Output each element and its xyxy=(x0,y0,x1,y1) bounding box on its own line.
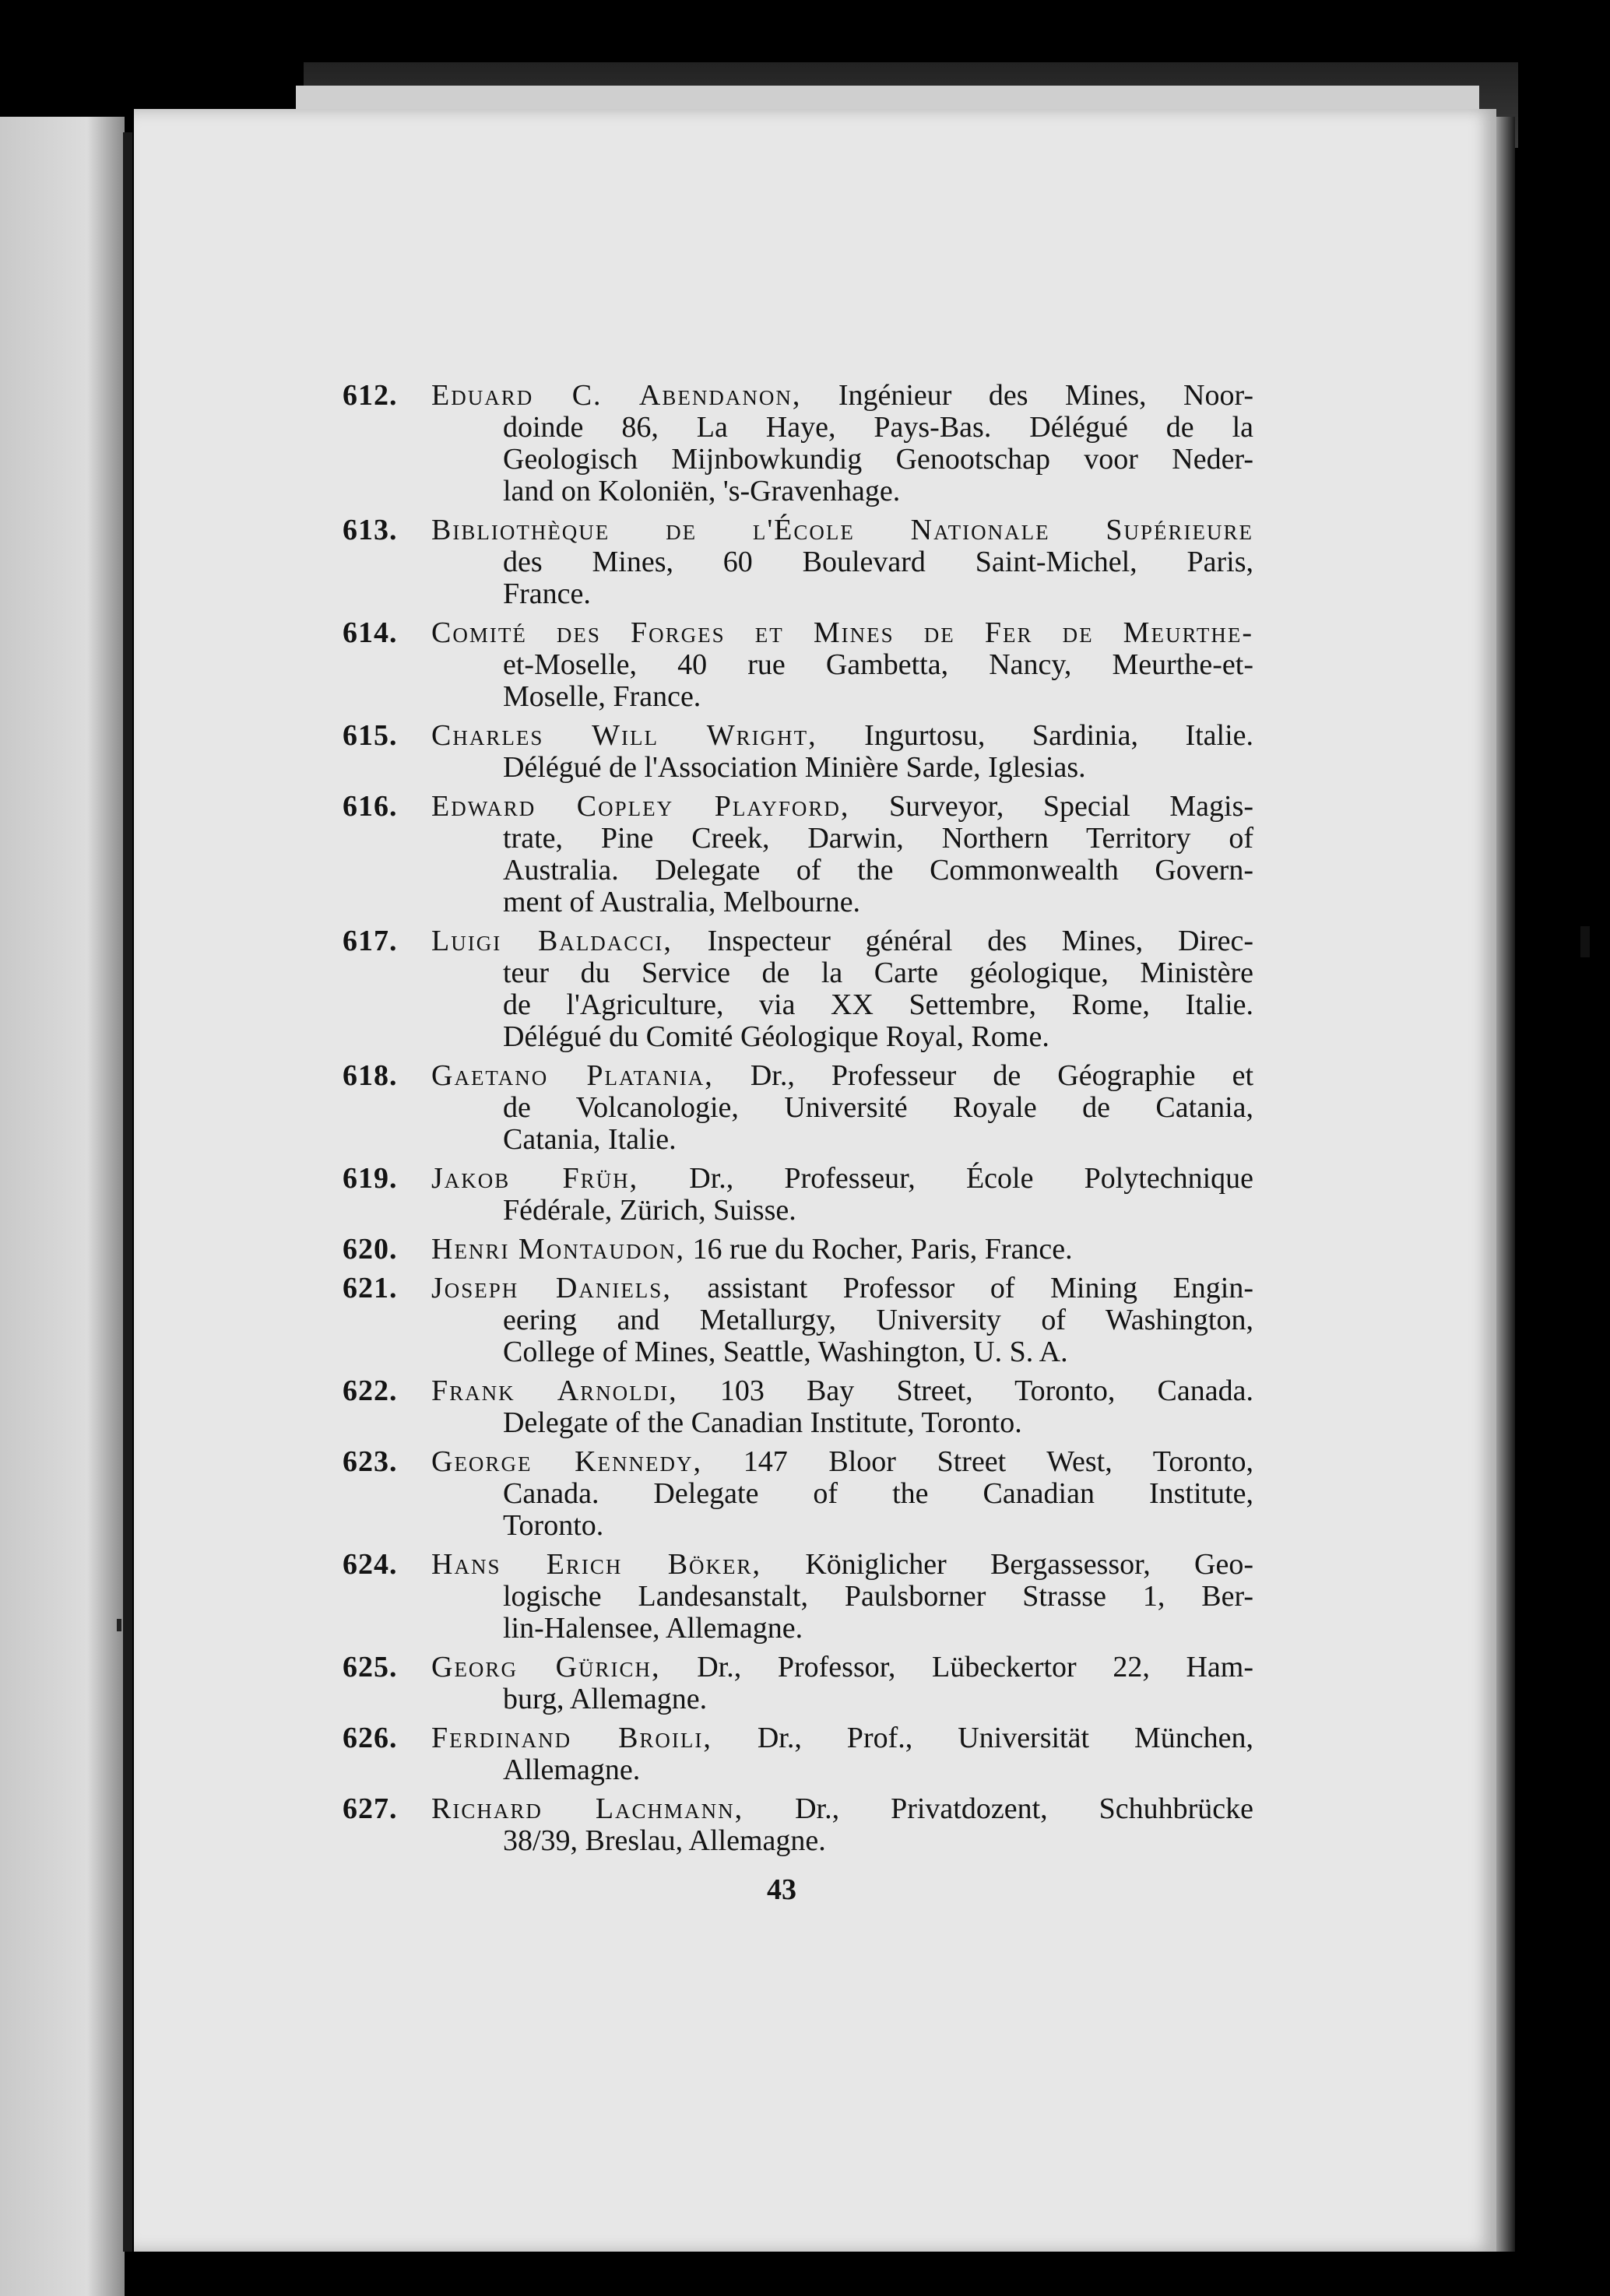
entry-line: trate, Pine Creek, Darwin, Northern Territory of xyxy=(503,822,1253,855)
entry-line: Geologisch Mijnbowkundig Genootschap voor Neder- xyxy=(503,443,1253,476)
entry-line xyxy=(431,1375,1253,1407)
left-page-edge xyxy=(0,117,125,2296)
entry-number: 622. xyxy=(343,1374,398,1407)
list-entry xyxy=(343,1652,1253,1715)
entry-body xyxy=(431,1722,1253,1786)
list-entry xyxy=(343,1446,1253,1542)
entry-text: 103 Bay Street, Toronto, Canada. xyxy=(719,1374,1253,1407)
entry-line: burg, Allemagne. xyxy=(503,1683,708,1715)
entry-body xyxy=(431,380,1253,507)
entry-line xyxy=(431,791,1253,823)
entry-text: Ingénieur des Mines, Noor- xyxy=(838,379,1254,412)
entry-number: 617. xyxy=(343,925,398,957)
entry-body xyxy=(431,617,1253,713)
list-entry xyxy=(343,1234,1253,1266)
entry-number: 624. xyxy=(343,1548,398,1581)
entry-name: George Kennedy, xyxy=(431,1445,703,1478)
entry-line: doinde 86, La Haye, Pays-Bas. Délégué de la xyxy=(503,411,1253,444)
entry-name: Luigi Baldacci, xyxy=(431,925,673,957)
page-number: 43 xyxy=(767,1873,796,1906)
entry-line: land on Koloniën, 's-Gravenhage. xyxy=(503,475,901,507)
entry-line: logische Landesanstalt, Paulsborner Strasse 1, Ber- xyxy=(503,1580,1253,1613)
entry-line xyxy=(431,1163,1253,1195)
entry-line xyxy=(431,1549,1253,1581)
entry-number: 623. xyxy=(343,1445,398,1478)
entry-name: Hans Erich Böker, xyxy=(431,1548,762,1581)
list-entry xyxy=(343,1375,1253,1439)
right-page-edge xyxy=(1496,117,1515,2252)
list-entry xyxy=(343,514,1253,610)
entry-text: Dr., Professeur, École Polytechnique xyxy=(689,1162,1254,1195)
list-entry xyxy=(343,720,1253,784)
entry-text: Surveyor, Special Magis- xyxy=(889,790,1254,823)
entry-text: 16 rue du Rocher, Paris, France. xyxy=(692,1233,1073,1266)
entry-name: Georg Gürich, xyxy=(431,1651,661,1683)
entry-number: 613. xyxy=(343,514,398,546)
entry-line: Canada. Delegate of the Canadian Institute, xyxy=(503,1477,1253,1510)
entry-name: Joseph Daniels, xyxy=(431,1272,672,1304)
entry-line xyxy=(431,1722,1253,1754)
entry-number: 616. xyxy=(343,790,398,823)
entry-body xyxy=(431,925,1253,1053)
entry-text: Dr., Professor, Lübeckertor 22, Ham- xyxy=(697,1651,1254,1683)
entry-line: Délégué du Comité Géologique Royal, Rome. xyxy=(503,1020,1049,1053)
entry-text: assistant Professor of Mining Engin- xyxy=(707,1272,1253,1304)
entry-line: lin-Halensee, Allemagne. xyxy=(503,1612,803,1645)
entry-body xyxy=(431,720,1253,784)
entry-number: 618. xyxy=(343,1059,398,1092)
entry-number: 615. xyxy=(343,719,398,752)
entry-number: 619. xyxy=(343,1162,398,1195)
entry-text: 147 Bloor Street West, Toronto, xyxy=(743,1445,1253,1478)
entry-body xyxy=(431,1273,1253,1368)
entry-number: 625. xyxy=(343,1651,398,1683)
entry-body xyxy=(431,1234,1253,1266)
entry-line xyxy=(431,1060,1253,1092)
entry-body xyxy=(431,1549,1253,1645)
entry-line xyxy=(431,514,1253,546)
list-entry xyxy=(343,1793,1253,1857)
list-entry xyxy=(343,1722,1253,1786)
entry-line: Moselle, France. xyxy=(503,680,701,713)
scan-artifact xyxy=(1580,926,1590,957)
entry-line: Australia. Delegate of the Commonwealth Govern- xyxy=(503,854,1253,886)
entry-line xyxy=(431,380,1253,412)
list-entry xyxy=(343,617,1253,713)
entry-body xyxy=(431,791,1253,918)
entry-line: de l'Agriculture, via XX Settembre, Rome, Italie. xyxy=(503,988,1253,1021)
membership-list xyxy=(343,380,1253,1864)
entry-text: Ingurtosu, Sardinia, Italie. xyxy=(864,719,1254,752)
entry-number: 627. xyxy=(343,1792,398,1825)
entry-line: Delegate of the Canadian Institute, Toronto. xyxy=(503,1406,1022,1439)
entry-line: Allemagne. xyxy=(503,1754,641,1786)
entry-body xyxy=(431,1375,1253,1439)
entry-line: 38/39, Breslau, Allemagne. xyxy=(503,1824,826,1857)
entry-body xyxy=(431,1446,1253,1542)
entry-text: Inspecteur général des Mines, Direc- xyxy=(707,925,1253,957)
entry-line: teur du Service de la Carte géologique, Ministère xyxy=(503,957,1253,989)
entry-body xyxy=(431,1163,1253,1227)
entry-line: et-Moselle, 40 rue Gambetta, Nancy, Meurthe-et- xyxy=(503,648,1253,681)
entry-line xyxy=(431,1446,1253,1478)
entry-body xyxy=(431,1793,1253,1857)
entry-line: Catania, Italie. xyxy=(503,1123,677,1156)
entry-text: Dr., Prof., Universität München, xyxy=(757,1722,1254,1754)
entry-name: Eduard C. Abendanon, xyxy=(431,379,802,412)
entry-line: eering and Metallurgy, University of Washington, xyxy=(503,1304,1253,1336)
entry-name: Bibliothèque de l'École Nationale Supérieure xyxy=(431,514,1253,546)
entry-body xyxy=(431,1652,1253,1715)
entry-body xyxy=(431,1060,1253,1156)
entry-line xyxy=(431,720,1253,752)
list-entry xyxy=(343,380,1253,507)
entry-line: Fédérale, Zürich, Suisse. xyxy=(503,1194,796,1227)
entry-name: Comité des Forges et Mines de Fer de Meurthe- xyxy=(431,616,1253,649)
entry-text: Dr., Privatdozent, Schuhbrücke xyxy=(795,1792,1254,1825)
entry-line: de Volcanologie, Université Royale de Catania, xyxy=(503,1091,1253,1124)
entry-name: Edward Copley Playford, xyxy=(431,790,850,823)
entry-number: 626. xyxy=(343,1722,398,1754)
entry-body xyxy=(431,514,1253,610)
entry-name: Jakob Früh, xyxy=(431,1162,639,1195)
entry-line: des Mines, 60 Boulevard Saint-Michel, Paris, xyxy=(503,546,1253,578)
list-entry xyxy=(343,1163,1253,1227)
entry-name: Charles Will Wright, xyxy=(431,719,817,752)
entry-number: 620. xyxy=(343,1233,398,1266)
entry-line xyxy=(431,1793,1253,1825)
list-entry xyxy=(343,1273,1253,1368)
entry-line: Délégué de l'Association Minière Sarde, Iglesias. xyxy=(503,751,1086,784)
entry-number: 614. xyxy=(343,616,398,649)
book-binding xyxy=(123,132,132,2252)
entry-line: Toronto. xyxy=(503,1509,604,1542)
entry-line xyxy=(431,1234,1253,1266)
entry-line: France. xyxy=(503,578,591,610)
entry-line: College of Mines, Seattle, Washington, U. S. A. xyxy=(503,1336,1068,1368)
entry-name: Frank Arnoldi, xyxy=(431,1374,678,1407)
entry-name: Gaetano Platania, xyxy=(431,1059,714,1092)
entry-line: ment of Australia, Melbourne. xyxy=(503,886,861,918)
entry-text: Königlicher Bergassessor, Geo- xyxy=(805,1548,1253,1581)
list-entry xyxy=(343,1549,1253,1645)
list-entry xyxy=(343,1060,1253,1156)
entry-number: 621. xyxy=(343,1272,398,1304)
entry-name: Ferdinand Broili, xyxy=(431,1722,712,1754)
entry-line xyxy=(431,617,1253,649)
entry-line xyxy=(431,1652,1253,1683)
list-entry xyxy=(343,925,1253,1053)
entry-line xyxy=(431,1273,1253,1304)
scan-artifact xyxy=(117,1619,121,1631)
entry-name: Richard Lachmann, xyxy=(431,1792,744,1825)
entry-text: Dr., Professeur de Géographie et xyxy=(750,1059,1253,1092)
entry-number: 612. xyxy=(343,379,398,412)
list-entry xyxy=(343,791,1253,918)
entry-line xyxy=(431,925,1253,957)
entry-name: Henri Montaudon, xyxy=(431,1233,686,1266)
